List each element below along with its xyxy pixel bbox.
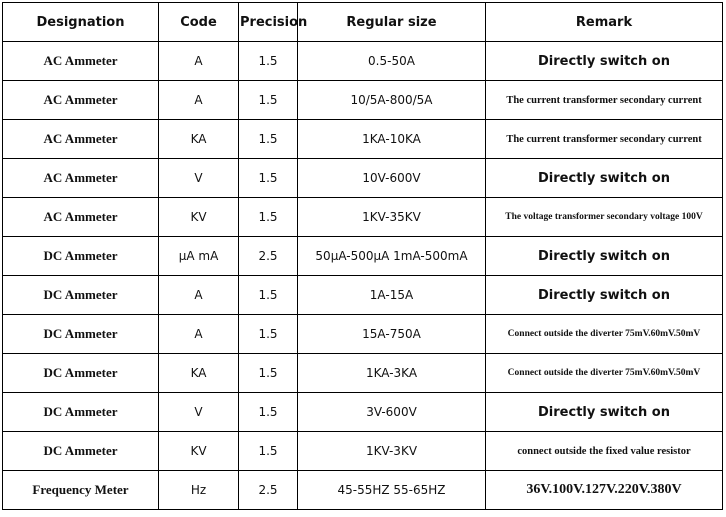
table-row xyxy=(3,354,723,393)
cell-precision: 1.5 xyxy=(239,432,298,471)
cell-code: A xyxy=(159,81,239,120)
cell-code: KA xyxy=(159,354,239,393)
cell-code: Hz xyxy=(159,471,239,510)
table-row xyxy=(3,42,723,81)
cell-code: V xyxy=(159,159,239,198)
cell-regular-size: 10/5A-800/5A xyxy=(298,81,486,120)
cell-precision: 1.5 xyxy=(239,81,298,120)
cell-precision: 1.5 xyxy=(239,315,298,354)
cell-designation: AC Ammeter xyxy=(3,42,159,81)
table-row xyxy=(3,471,723,510)
cell-remark: Directly switch on xyxy=(486,159,723,198)
cell-designation: DC Ammeter xyxy=(3,432,159,471)
table-row xyxy=(3,276,723,315)
cell-regular-size: 0.5-50A xyxy=(298,42,486,81)
cell-designation: DC Ammeter xyxy=(3,393,159,432)
cell-regular-size: 50μA-500μA 1mA-500mA xyxy=(298,237,486,276)
cell-code: A xyxy=(159,42,239,81)
cell-regular-size: 45-55HZ 55-65HZ xyxy=(298,471,486,510)
cell-remark: The current transformer secondary current xyxy=(486,120,723,159)
cell-precision: 1.5 xyxy=(239,159,298,198)
cell-precision: 1.5 xyxy=(239,120,298,159)
cell-remark: Directly switch on xyxy=(486,393,723,432)
cell-remark: Directly switch on xyxy=(486,42,723,81)
header-designation: Designation xyxy=(3,3,159,42)
table-row xyxy=(3,198,723,237)
cell-remark: The voltage transformer secondary voltage 100V xyxy=(486,198,723,237)
cell-designation: DC Ammeter xyxy=(3,276,159,315)
cell-remark: The current transformer secondary current xyxy=(486,81,723,120)
cell-remark: Connect outside the diverter 75mV.60mV.50mV xyxy=(486,315,723,354)
table-row xyxy=(3,237,723,276)
cell-precision: 2.5 xyxy=(239,471,298,510)
cell-code: A xyxy=(159,315,239,354)
cell-regular-size: 1A-15A xyxy=(298,276,486,315)
cell-regular-size: 10V-600V xyxy=(298,159,486,198)
cell-designation: DC Ammeter xyxy=(3,237,159,276)
cell-code: KA xyxy=(159,120,239,159)
cell-precision: 2.5 xyxy=(239,237,298,276)
cell-code: A xyxy=(159,276,239,315)
header-code: Code xyxy=(159,3,239,42)
table-row xyxy=(3,120,723,159)
cell-precision: 1.5 xyxy=(239,198,298,237)
table-row xyxy=(3,81,723,120)
cell-designation: AC Ammeter xyxy=(3,198,159,237)
table-row xyxy=(3,159,723,198)
table-row xyxy=(3,393,723,432)
cell-regular-size: 1KA-3KA xyxy=(298,354,486,393)
cell-regular-size: 1KV-3KV xyxy=(298,432,486,471)
table-row xyxy=(3,315,723,354)
instrument-spec-table xyxy=(2,2,723,510)
table-row xyxy=(3,432,723,471)
cell-remark: Connect outside the diverter 75mV.60mV.50mV xyxy=(486,354,723,393)
cell-precision: 1.5 xyxy=(239,42,298,81)
cell-designation: Frequency Meter xyxy=(3,471,159,510)
header-precision: Precision xyxy=(239,3,298,42)
cell-remark: connect outside the fixed value resistor xyxy=(486,432,723,471)
cell-regular-size: 15A-750A xyxy=(298,315,486,354)
cell-code: KV xyxy=(159,432,239,471)
header-regular-size: Regular size xyxy=(298,3,486,42)
cell-regular-size: 1KV-35KV xyxy=(298,198,486,237)
cell-code: KV xyxy=(159,198,239,237)
cell-remark: Directly switch on xyxy=(486,276,723,315)
cell-code: μA mA xyxy=(159,237,239,276)
cell-precision: 1.5 xyxy=(239,354,298,393)
cell-precision: 1.5 xyxy=(239,393,298,432)
header-row xyxy=(3,3,723,42)
cell-regular-size: 1KA-10KA xyxy=(298,120,486,159)
header-remark: Remark xyxy=(486,3,723,42)
cell-designation: AC Ammeter xyxy=(3,159,159,198)
cell-remark: 36V.100V.127V.220V.380V xyxy=(486,471,723,510)
cell-regular-size: 3V-600V xyxy=(298,393,486,432)
cell-code: V xyxy=(159,393,239,432)
cell-remark: Directly switch on xyxy=(486,237,723,276)
cell-designation: AC Ammeter xyxy=(3,120,159,159)
cell-precision: 1.5 xyxy=(239,276,298,315)
cell-designation: DC Ammeter xyxy=(3,354,159,393)
cell-designation: DC Ammeter xyxy=(3,315,159,354)
cell-designation: AC Ammeter xyxy=(3,81,159,120)
